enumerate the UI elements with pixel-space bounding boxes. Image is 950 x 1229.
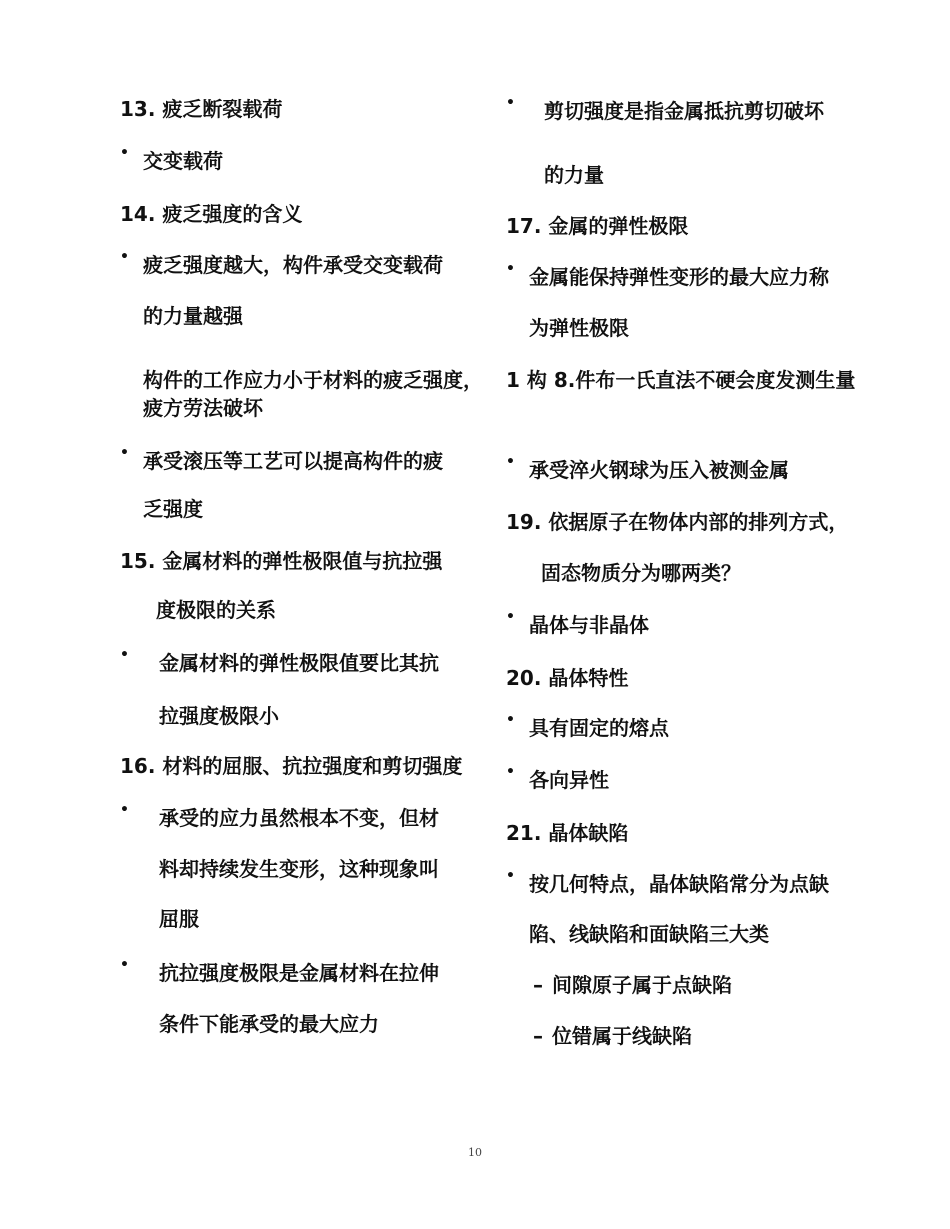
heading-13: 13. 疲乏断裂载荷 <box>120 97 283 121</box>
bullet-17-1-line-1: 金属能保持弹性变形的最大应力称 <box>529 265 829 289</box>
bullet-15-1-line-2: 拉强度极限小 <box>159 704 279 728</box>
bullet-19-1: 晶体与非晶体 <box>529 613 649 637</box>
bullet-icon: • <box>120 957 129 973</box>
page-number: 10 <box>468 1146 482 1159</box>
bullet-icon: • <box>506 454 515 470</box>
heading-20: 20. 晶体特性 <box>506 666 629 690</box>
bullet-16-1-line-1: 承受的应力虽然根本不变，但材 <box>159 806 439 830</box>
heading-14: 14. 疲乏强度的含义 <box>120 202 303 226</box>
bullet-icon: • <box>506 868 515 884</box>
heading-15-line-2: 度极限的关系 <box>156 598 276 622</box>
bullet-18-1: 承受淬火钢球为压入被测金属 <box>529 458 789 482</box>
paragraph-14-line-2: 疲方劳法破坏 <box>143 396 263 420</box>
bullet-21-1-line-2: 陷、线缺陷和面缺陷三大类 <box>529 922 769 946</box>
bullet-icon: • <box>506 261 515 277</box>
bullet-16-2-line-2: 条件下能承受的最大应力 <box>159 1012 379 1036</box>
bullet-icon: • <box>120 249 129 265</box>
bullet-17-1-line-2: 为弹性极限 <box>529 316 629 340</box>
bullet-icon: • <box>506 609 515 625</box>
dash-icon: – <box>533 1024 543 1048</box>
heading-19-line-2: 固态物质分为哪两类？ <box>541 561 741 585</box>
bullet-13-1: 交变载荷 <box>143 149 223 173</box>
heading-16: 16. 材料的屈服、抗拉强度和剪切强度 <box>120 754 463 778</box>
bullet-16-1-line-3: 屈服 <box>159 907 199 931</box>
bullet-15-1-line-1: 金属材料的弹性极限值要比其抗 <box>159 651 439 675</box>
paragraph-14-line-1: 构件的工作应力小于材料的疲乏强度， <box>143 368 483 392</box>
heading-18: 1 构 8.件布一氏直法不硬会度发测生量 <box>506 368 856 392</box>
bullet-icon: • <box>506 95 515 111</box>
heading-19-line-1: 19. 依据原子在物体内部的排列方式， <box>506 510 849 534</box>
bullet-icon: • <box>506 764 515 780</box>
bullet-20-2: 各向异性 <box>529 768 609 792</box>
heading-21: 21. 晶体缺陷 <box>506 821 629 845</box>
bullet-14-1-line-2: 的力量越强 <box>143 304 243 328</box>
bullet-icon: • <box>120 445 129 461</box>
bullet-icon: • <box>506 712 515 728</box>
bullet-14-2-line-1: 承受滚压等工艺可以提高构件的疲 <box>143 449 443 473</box>
bullet-icon: • <box>120 145 129 161</box>
heading-15-line-1: 15. 金属材料的弹性极限值与抗拉强 <box>120 549 443 573</box>
sub-item-21-2: 位错属于线缺陷 <box>552 1024 692 1048</box>
bullet-16-1-line-2: 料却持续发生变形，这种现象叫 <box>159 857 439 881</box>
bullet-14-2-line-2: 乏强度 <box>143 497 203 521</box>
bullet-icon: • <box>120 802 129 818</box>
bullet-icon: • <box>120 647 129 663</box>
bullet-21-1-line-1: 按几何特点，晶体缺陷常分为点缺 <box>529 872 829 896</box>
sub-item-21-1: 间隙原子属于点缺陷 <box>552 973 732 997</box>
dash-icon: – <box>533 973 543 997</box>
bullet-14-1-line-1: 疲乏强度越大，构件承受交变载荷 <box>143 253 443 277</box>
bullet-16-3-line-2: 的力量 <box>544 163 604 187</box>
bullet-16-3-line-1: 剪切强度是指金属抵抗剪切破坏 <box>544 99 824 123</box>
heading-17: 17. 金属的弹性极限 <box>506 214 689 238</box>
bullet-16-2-line-1: 抗拉强度极限是金属材料在拉伸 <box>159 961 439 985</box>
bullet-20-1: 具有固定的熔点 <box>529 716 669 740</box>
